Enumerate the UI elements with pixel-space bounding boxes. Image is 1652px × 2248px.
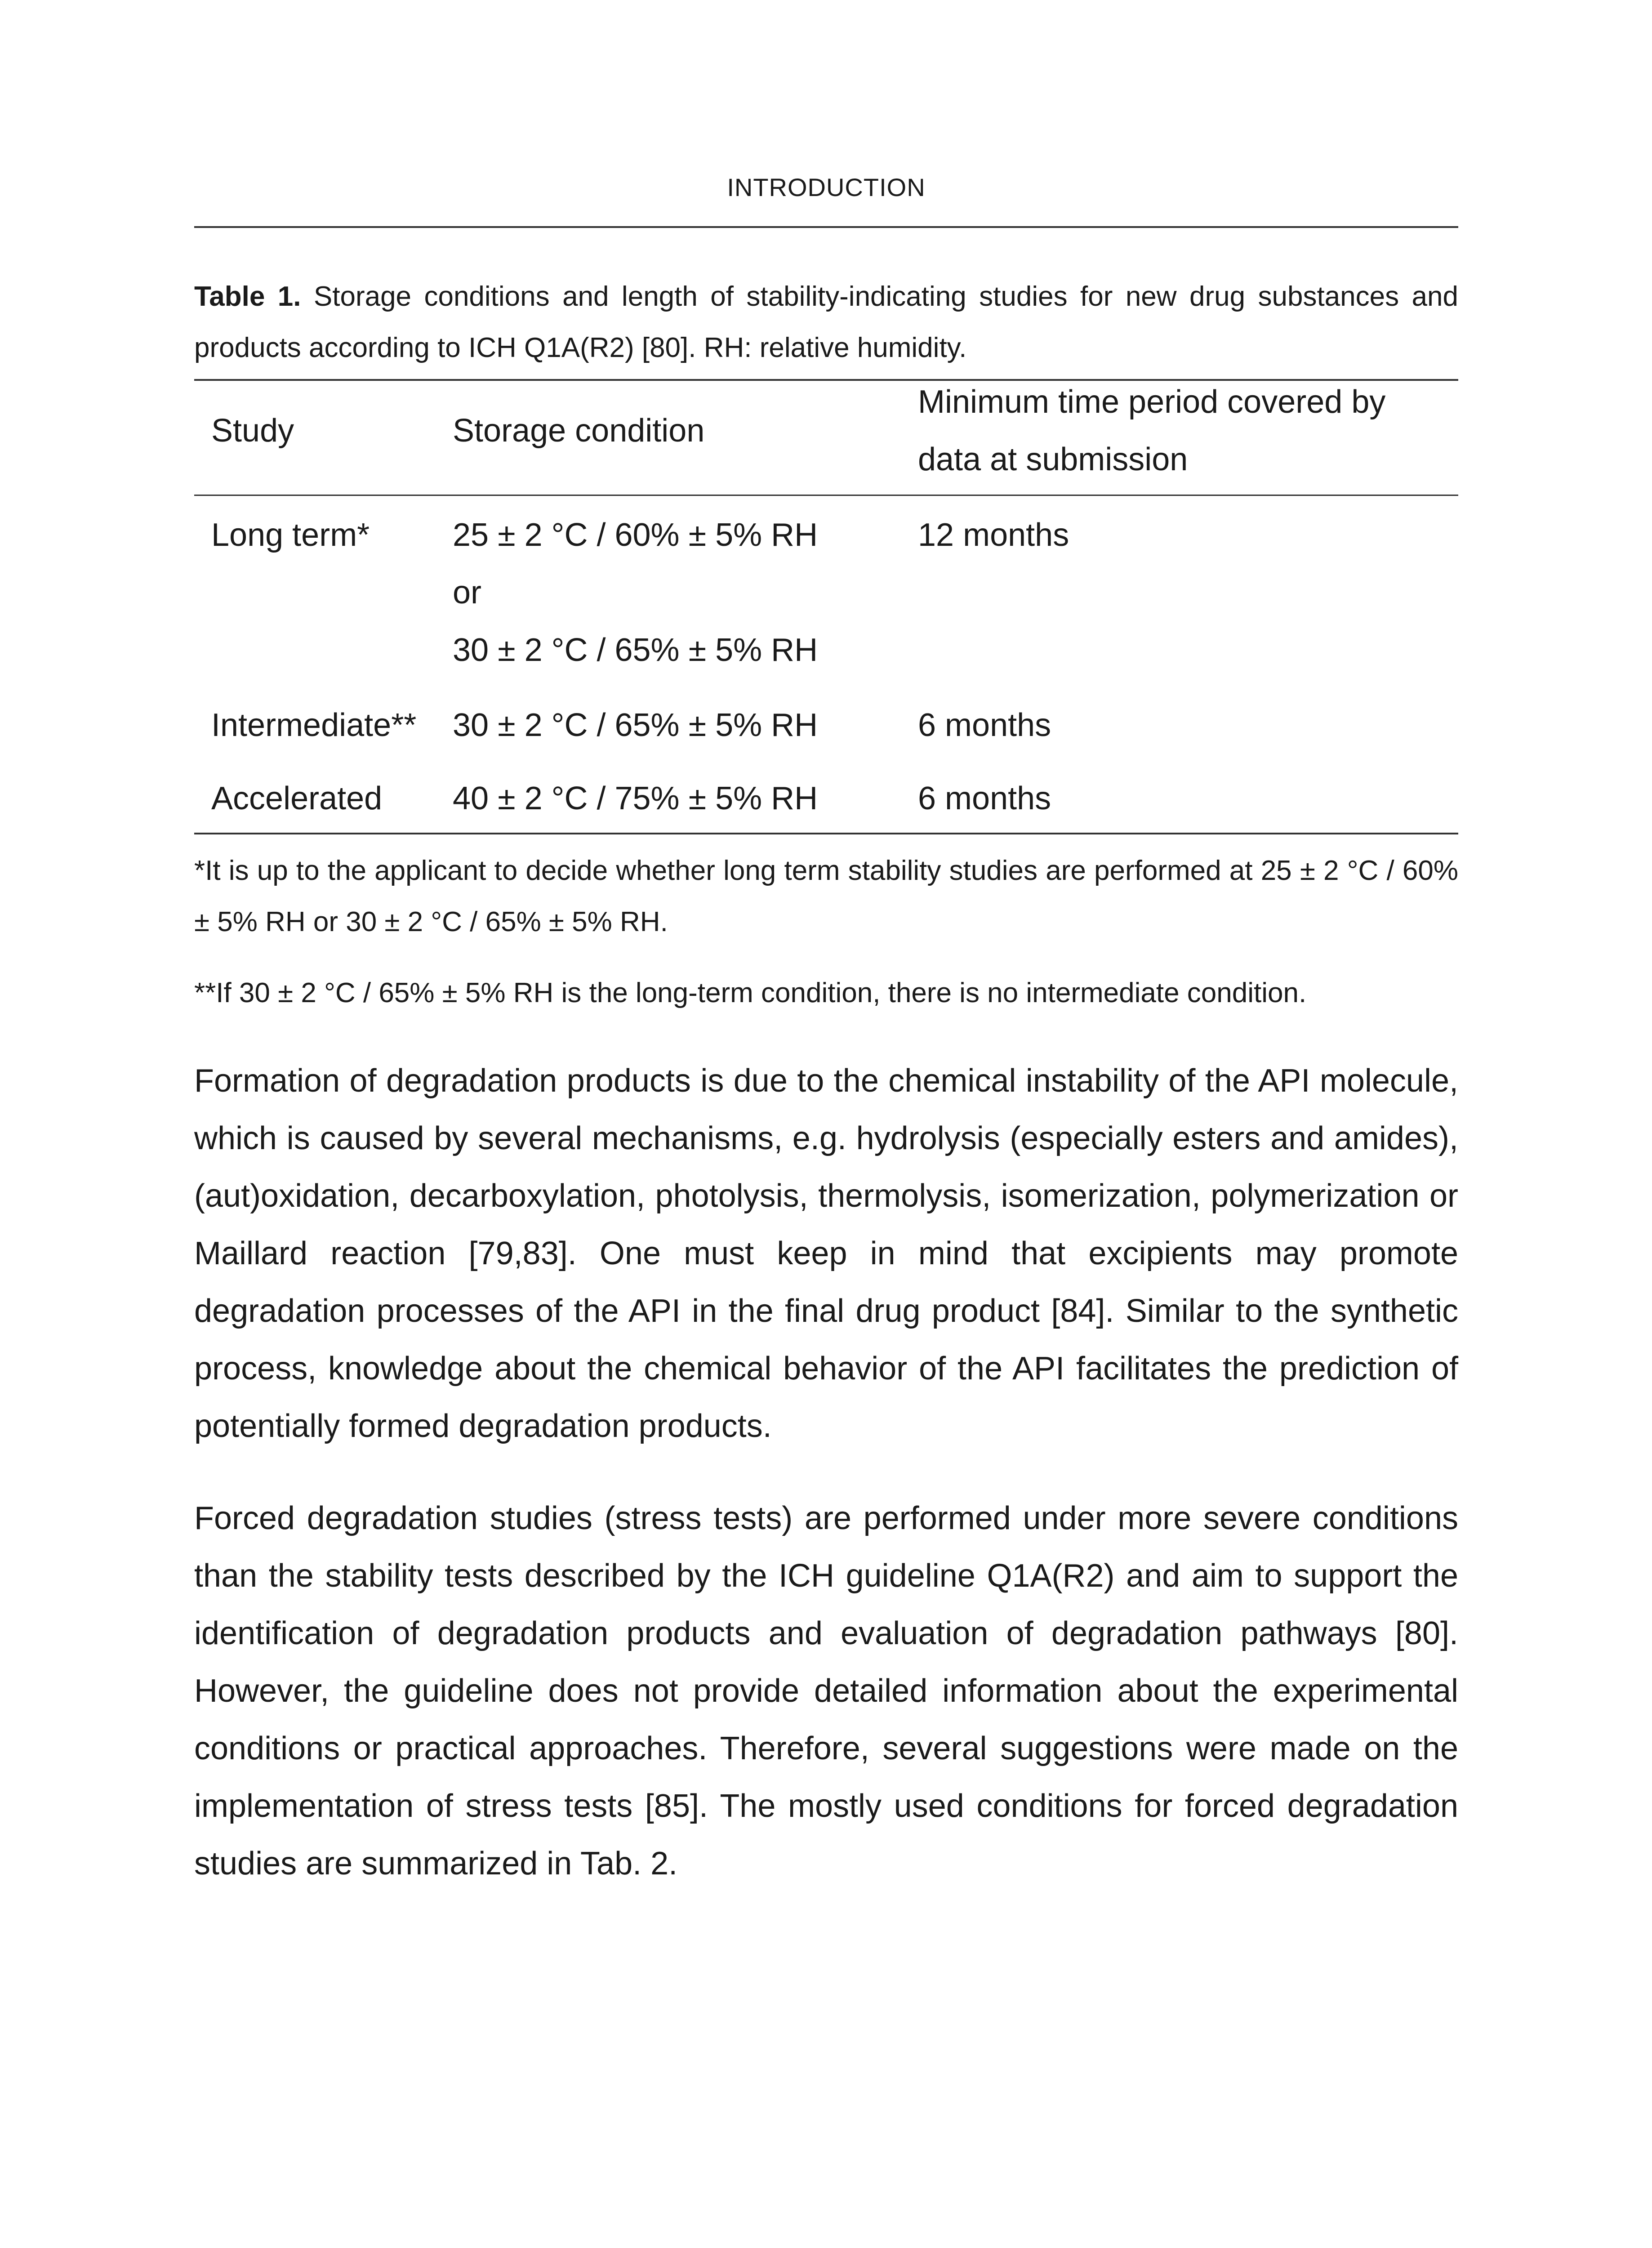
header-rule [194,226,1458,228]
table-footnote-1: *It is up to the applicant to decide whether long term stability studies are performed at 25 ± 2 °C / 60% ± 5% RH or 30 ± 2 °C / 65% ± 5% RH. [194,855,1458,937]
row-intermediate-condition: 30 ± 2 °C / 65% ± 5% RH [453,707,818,743]
row-accelerated-period: 6 months [918,781,1051,816]
column-header-study: Study [211,413,294,449]
row-long-term-period: 12 months [918,517,1069,553]
table-footnote-2: **If 30 ± 2 °C / 65% ± 5% RH is the long-term condition, there is no intermediate condition. [194,977,1307,1008]
row-intermediate-study: Intermediate** [211,707,417,743]
column-header-minimum-time-line1: Minimum time period covered by [918,384,1386,420]
row-accelerated-study: Accelerated [211,781,383,816]
row-long-term-condition-or: or [453,575,482,611]
row-long-term-condition-2: 30 ± 2 °C / 65% ± 5% RH [453,632,818,668]
column-header-storage-condition: Storage condition [453,413,705,449]
table-caption [194,271,1458,374]
row-long-term-study: Long term* [211,517,370,553]
running-header: INTRODUCTION [727,173,926,201]
body-paragraph-1: Formation of degradation products is due to the chemical instability of the API molecule, which is caused by several mechanisms, e.g. hydrolysis (especially esters and amides), (aut)oxidation, decarboxylation, photolysis, thermolysis, isomerization, polymerization or Maillard reaction [79,83]. One must keep in mind that excipients may promote degradation processes of the API in the final drug product [84]. Similar to the synthetic process, knowledge about the chemical behavior of the API facilitates the prediction of potentially formed degradation products. [194,1063,1458,1444]
table-caption-label: Table 1. [194,281,301,312]
table-bottom-rule [194,833,1458,834]
body-paragraph-2: Forced degradation studies (stress tests) are performed under more severe conditions than the stability tests described by the ICH guideline Q1A(R2) and aim to support the identification of degradation products and evaluation of degradation pathways [80]. However, the guideline does not provide detailed information about the experimental conditions or practical approaches. Therefore, several suggestions were made on the implementation of stress tests [85]. The mostly used conditions for forced degradation studies are summarized in Tab. 2. [194,1500,1458,1882]
row-accelerated-condition: 40 ± 2 °C / 75% ± 5% RH [453,781,818,816]
table-header-rule [194,495,1458,496]
row-intermediate-period: 6 months [918,707,1051,743]
column-header-minimum-time-line2: data at submission [918,442,1188,477]
table-caption-text: Storage conditions and length of stability-indicating studies for new drug substances and products according to ICH Q1A(R2) [80]. RH: relative humidity. [194,281,1458,363]
row-long-term-condition-1: 25 ± 2 °C / 60% ± 5% RH [453,517,818,553]
document-page [194,0,1458,2248]
